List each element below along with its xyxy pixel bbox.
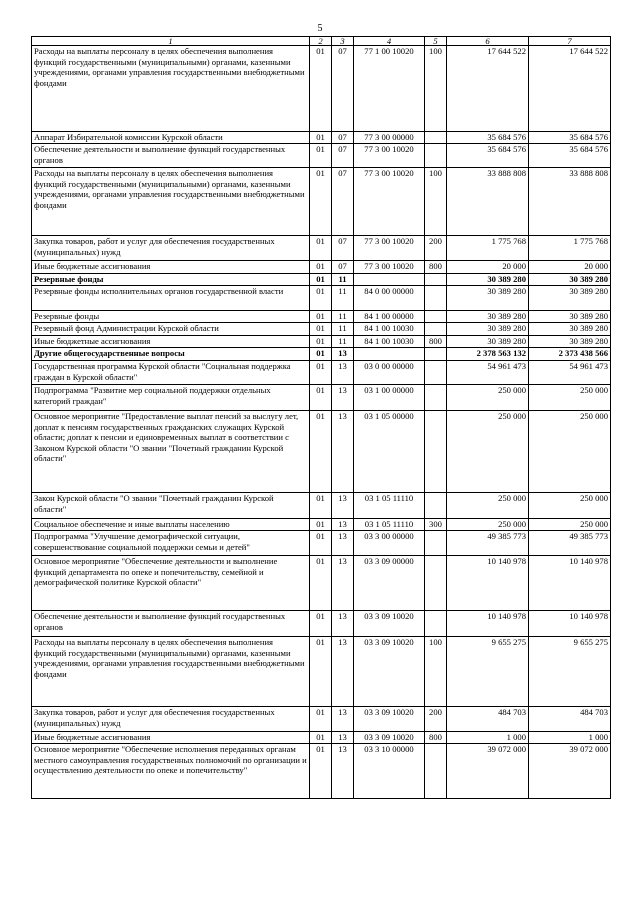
amount-year-2: 49 385 773	[529, 531, 611, 556]
section-code: 01	[310, 385, 332, 411]
amount-year-1: 30 389 280	[447, 274, 529, 286]
table-row	[32, 493, 611, 519]
expense-type-code	[425, 274, 447, 286]
item-name: Аппарат Избирательной комиссии Курской области	[32, 132, 310, 144]
amount-year-1: 1 000	[447, 732, 529, 744]
table-header-row	[32, 37, 611, 46]
expense-type-code	[425, 144, 447, 168]
table-row	[32, 323, 611, 336]
section-code: 01	[310, 311, 332, 323]
subsection-code: 11	[332, 323, 354, 336]
subsection-code: 11	[332, 336, 354, 348]
target-article-code: 03 3 09 00000	[354, 556, 425, 611]
amount-year-1: 30 389 280	[447, 336, 529, 348]
amount-year-2: 20 000	[529, 261, 611, 274]
amount-year-2: 54 961 473	[529, 361, 611, 385]
target-article-code: 77 3 00 10020	[354, 144, 425, 168]
table-row	[32, 385, 611, 411]
expense-type-code	[425, 132, 447, 144]
amount-year-1: 20 000	[447, 261, 529, 274]
expense-type-code	[425, 385, 447, 411]
header-col-7: 7	[529, 37, 611, 46]
target-article-code	[354, 274, 425, 286]
table-row	[32, 531, 611, 556]
expense-type-code	[425, 311, 447, 323]
section-code: 01	[310, 637, 332, 707]
subsection-code: 13	[332, 493, 354, 519]
target-article-code	[354, 348, 425, 361]
item-name: Другие общегосударственные вопросы	[32, 348, 310, 361]
subsection-code: 11	[332, 311, 354, 323]
item-name: Иные бюджетные ассигнования	[32, 732, 310, 744]
amount-year-2: 250 000	[529, 385, 611, 411]
table-row	[32, 132, 611, 144]
amount-year-1: 49 385 773	[447, 531, 529, 556]
table-row	[32, 744, 611, 799]
item-name: Резервные фонды	[32, 274, 310, 286]
table-row	[32, 46, 611, 132]
section-code: 01	[310, 46, 332, 132]
item-name: Обеспечение деятельности и выполнение функций государственных органов	[32, 611, 310, 637]
table-row	[32, 286, 611, 311]
item-name: Социальное обеспечение и иные выплаты населению	[32, 519, 310, 531]
item-name: Иные бюджетные ассигнования	[32, 336, 310, 348]
expense-type-code	[425, 744, 447, 799]
expense-type-code	[425, 493, 447, 519]
amount-year-2: 17 644 522	[529, 46, 611, 132]
table-row	[32, 336, 611, 348]
amount-year-1: 2 378 563 132	[447, 348, 529, 361]
target-article-code: 03 1 05 11110	[354, 519, 425, 531]
item-name: Обеспечение деятельности и выполнение функций государственных органов	[32, 144, 310, 168]
subsection-code: 13	[332, 611, 354, 637]
section-code: 01	[310, 144, 332, 168]
amount-year-2: 35 684 576	[529, 132, 611, 144]
target-article-code: 03 3 10 00000	[354, 744, 425, 799]
amount-year-1: 30 389 280	[447, 323, 529, 336]
target-article-code: 84 0 00 00000	[354, 286, 425, 311]
section-code: 01	[310, 168, 332, 236]
amount-year-1: 30 389 280	[447, 286, 529, 311]
item-name: Расходы на выплаты персоналу в целях обеспечения выполнения функций государственными (муниципальными) органами, казенными учреждениями, органами управления государственными внебюджетными фондами	[32, 637, 310, 707]
amount-year-2: 33 888 808	[529, 168, 611, 236]
expense-type-code	[425, 611, 447, 637]
expense-type-code: 300	[425, 519, 447, 531]
table-row	[32, 261, 611, 274]
header-col-1: 1	[32, 37, 310, 46]
table-row	[32, 236, 611, 261]
section-code: 01	[310, 261, 332, 274]
target-article-code: 03 0 00 00000	[354, 361, 425, 385]
target-article-code: 84 1 00 10030	[354, 336, 425, 348]
table-row	[32, 274, 611, 286]
amount-year-1: 250 000	[447, 385, 529, 411]
amount-year-1: 33 888 808	[447, 168, 529, 236]
table-row	[32, 519, 611, 531]
amount-year-1: 30 389 280	[447, 311, 529, 323]
header-col-5: 5	[425, 37, 447, 46]
subsection-code: 13	[332, 519, 354, 531]
subsection-code: 11	[332, 274, 354, 286]
amount-year-1: 10 140 978	[447, 556, 529, 611]
target-article-code: 77 3 00 00000	[354, 132, 425, 144]
section-code: 01	[310, 611, 332, 637]
budget-table	[31, 36, 611, 799]
target-article-code: 03 1 00 00000	[354, 385, 425, 411]
expense-type-code: 800	[425, 732, 447, 744]
expense-type-code	[425, 286, 447, 311]
header-col-4: 4	[354, 37, 425, 46]
table-row	[32, 361, 611, 385]
expense-type-code: 800	[425, 261, 447, 274]
table-row	[32, 556, 611, 611]
section-code: 01	[310, 707, 332, 732]
page-number: 5	[317, 23, 323, 34]
amount-year-2: 30 389 280	[529, 336, 611, 348]
table-row	[32, 311, 611, 323]
target-article-code: 03 3 09 10020	[354, 732, 425, 744]
section-code: 01	[310, 361, 332, 385]
expense-type-code: 100	[425, 46, 447, 132]
expense-type-code	[425, 323, 447, 336]
amount-year-1: 35 684 576	[447, 144, 529, 168]
amount-year-2: 250 000	[529, 411, 611, 493]
item-name: Резервный фонд Администрации Курской области	[32, 323, 310, 336]
section-code: 01	[310, 556, 332, 611]
expense-type-code: 200	[425, 236, 447, 261]
subsection-code: 13	[332, 556, 354, 611]
subsection-code: 13	[332, 707, 354, 732]
subsection-code: 13	[332, 361, 354, 385]
amount-year-1: 17 644 522	[447, 46, 529, 132]
table-row	[32, 707, 611, 732]
item-name: Иные бюджетные ассигнования	[32, 261, 310, 274]
amount-year-2: 2 373 438 566	[529, 348, 611, 361]
amount-year-2: 1 000	[529, 732, 611, 744]
amount-year-1: 9 655 275	[447, 637, 529, 707]
item-name: Резервные фонды исполнительных органов государственной власти	[32, 286, 310, 311]
amount-year-2: 250 000	[529, 493, 611, 519]
section-code: 01	[310, 274, 332, 286]
subsection-code: 13	[332, 744, 354, 799]
section-code: 01	[310, 411, 332, 493]
expense-type-code: 200	[425, 707, 447, 732]
expense-type-code: 100	[425, 637, 447, 707]
section-code: 01	[310, 348, 332, 361]
amount-year-1: 250 000	[447, 493, 529, 519]
subsection-code: 13	[332, 531, 354, 556]
item-name: Расходы на выплаты персоналу в целях обеспечения выполнения функций государственными (муниципальными) органами, казенными учреждениями, органами управления государственными внебюджетными фондами	[32, 46, 310, 132]
section-code: 01	[310, 236, 332, 261]
amount-year-2: 30 389 280	[529, 323, 611, 336]
amount-year-2: 39 072 000	[529, 744, 611, 799]
amount-year-2: 10 140 978	[529, 556, 611, 611]
header-col-6: 6	[447, 37, 529, 46]
target-article-code: 77 3 00 10020	[354, 168, 425, 236]
target-article-code: 77 3 00 10020	[354, 236, 425, 261]
target-article-code: 77 1 00 10020	[354, 46, 425, 132]
amount-year-2: 30 389 280	[529, 286, 611, 311]
expense-type-code	[425, 531, 447, 556]
item-name: Расходы на выплаты персоналу в целях обеспечения выполнения функций государственными (муниципальными) органами, казенными учреждениями, органами управления государственными внебюджетными фондами	[32, 168, 310, 236]
subsection-code: 07	[332, 236, 354, 261]
section-code: 01	[310, 744, 332, 799]
item-name: Государственная программа Курской области "Социальная поддержка граждан в Курской области"	[32, 361, 310, 385]
expense-type-code: 100	[425, 168, 447, 236]
target-article-code: 03 3 09 10020	[354, 611, 425, 637]
target-article-code: 03 1 05 00000	[354, 411, 425, 493]
table-row	[32, 411, 611, 493]
subsection-code: 07	[332, 46, 354, 132]
item-name: Основное мероприятие "Предоставление выплат пенсий за выслугу лет, доплат к пенсиям государственных гражданских служащих Курской области; доплат к пенсии и единовременных выплат в соответствии с Законом Курской области "О звании "Почетный гражданин Курской области"	[32, 411, 310, 493]
amount-year-2: 30 389 280	[529, 274, 611, 286]
item-name: Основное мероприятие "Обеспечение деятельности и выполнение функций департамента по опеке и попечительству, семейной и демографической политике Курской области"	[32, 556, 310, 611]
table-row	[32, 348, 611, 361]
amount-year-2: 35 684 576	[529, 144, 611, 168]
amount-year-1: 35 684 576	[447, 132, 529, 144]
section-code: 01	[310, 336, 332, 348]
target-article-code: 03 3 09 10020	[354, 637, 425, 707]
target-article-code: 84 1 00 10030	[354, 323, 425, 336]
subsection-code: 13	[332, 411, 354, 493]
section-code: 01	[310, 323, 332, 336]
header-col-2: 2	[310, 37, 332, 46]
amount-year-1: 1 775 768	[447, 236, 529, 261]
target-article-code: 03 3 00 00000	[354, 531, 425, 556]
amount-year-2: 1 775 768	[529, 236, 611, 261]
table-row	[32, 611, 611, 637]
item-name: Резервные фонды	[32, 311, 310, 323]
amount-year-2: 30 389 280	[529, 311, 611, 323]
amount-year-1: 54 961 473	[447, 361, 529, 385]
subsection-code: 07	[332, 132, 354, 144]
amount-year-1: 250 000	[447, 411, 529, 493]
section-code: 01	[310, 531, 332, 556]
item-name: Закон Курской области "О звании "Почетный гражданин Курской области"	[32, 493, 310, 519]
target-article-code: 03 3 09 10020	[354, 707, 425, 732]
target-article-code: 03 1 05 11110	[354, 493, 425, 519]
subsection-code: 13	[332, 385, 354, 411]
table-row	[32, 637, 611, 707]
amount-year-1: 484 703	[447, 707, 529, 732]
expense-type-code	[425, 361, 447, 385]
amount-year-2: 9 655 275	[529, 637, 611, 707]
amount-year-1: 39 072 000	[447, 744, 529, 799]
expense-type-code	[425, 348, 447, 361]
amount-year-2: 10 140 978	[529, 611, 611, 637]
header-col-3: 3	[332, 37, 354, 46]
amount-year-2: 250 000	[529, 519, 611, 531]
table-body	[32, 46, 611, 799]
item-name: Подпрограмма "Развитие мер социальной поддержки отдельных категорий граждан"	[32, 385, 310, 411]
expense-type-code: 800	[425, 336, 447, 348]
subsection-code: 13	[332, 732, 354, 744]
expense-type-code	[425, 556, 447, 611]
section-code: 01	[310, 519, 332, 531]
section-code: 01	[310, 732, 332, 744]
amount-year-2: 484 703	[529, 707, 611, 732]
item-name: Основное мероприятие "Обеспечение исполнения переданных органам местного самоуправления государственных полномочий по организации и осуществлению деятельности по опеке и попечительству"	[32, 744, 310, 799]
section-code: 01	[310, 132, 332, 144]
amount-year-1: 250 000	[447, 519, 529, 531]
subsection-code: 07	[332, 144, 354, 168]
expense-type-code	[425, 411, 447, 493]
target-article-code: 77 3 00 10020	[354, 261, 425, 274]
table-row	[32, 732, 611, 744]
amount-year-1: 10 140 978	[447, 611, 529, 637]
table-row	[32, 168, 611, 236]
subsection-code: 07	[332, 261, 354, 274]
item-name: Подпрограмма "Улучшение демографической ситуации, совершенствование социальной поддержки семьи и детей"	[32, 531, 310, 556]
subsection-code: 07	[332, 168, 354, 236]
item-name: Закупка товаров, работ и услуг для обеспечения государственных (муниципальных) нужд	[32, 707, 310, 732]
subsection-code: 13	[332, 348, 354, 361]
item-name: Закупка товаров, работ и услуг для обеспечения государственных (муниципальных) нужд	[32, 236, 310, 261]
target-article-code: 84 1 00 00000	[354, 311, 425, 323]
subsection-code: 11	[332, 286, 354, 311]
subsection-code: 13	[332, 637, 354, 707]
section-code: 01	[310, 493, 332, 519]
table-row	[32, 144, 611, 168]
section-code: 01	[310, 286, 332, 311]
